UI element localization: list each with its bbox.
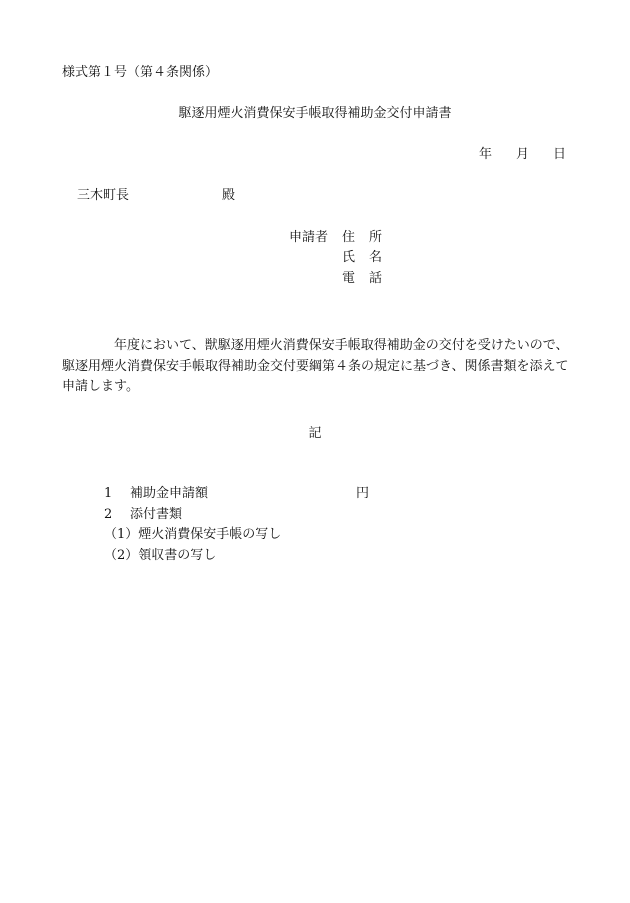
application-body-text: 年度において、獣駆逐用煙火消費保安手帳取得補助金の交付を受けたいので、駆逐用煙火消費保安手帳取得補助金交付要綱第４条の規定に基づき、関係書類を添えて申請します。 [62,338,569,394]
addressee-honorific: 殿 [222,188,236,203]
item-number: 1 [104,486,113,501]
date-line [479,148,566,161]
item-subsidy-amount [104,487,208,500]
item-label: 添付書類 [130,507,183,522]
document-title: 駆逐用煙火消費保安手帳取得補助金交付申請書 [178,106,452,121]
address-field-label: 住所 [342,230,397,245]
date-month-label: 月 [515,147,529,162]
phone-field-label: 電話 [342,271,397,286]
form-number: 様式第１号（第４条関係） [62,65,219,80]
item-label: 補助金申請額 [130,486,209,501]
date-year-label: 年 [478,147,492,162]
ki-heading: 記 [308,426,322,441]
item-attachments [104,508,182,521]
date-day-label: 日 [552,147,566,162]
attachment-item: （2）領収書の写し [104,548,217,563]
name-field-label: 氏名 [342,250,397,265]
attachment-item: （1）煙火消費保安手帳の写し [104,527,282,542]
yen-unit-label: 円 [356,486,370,501]
applicant-label: 申請者 [289,230,329,245]
addressee-name: 三木町長 [77,188,130,203]
item-number: 2 [104,507,113,522]
